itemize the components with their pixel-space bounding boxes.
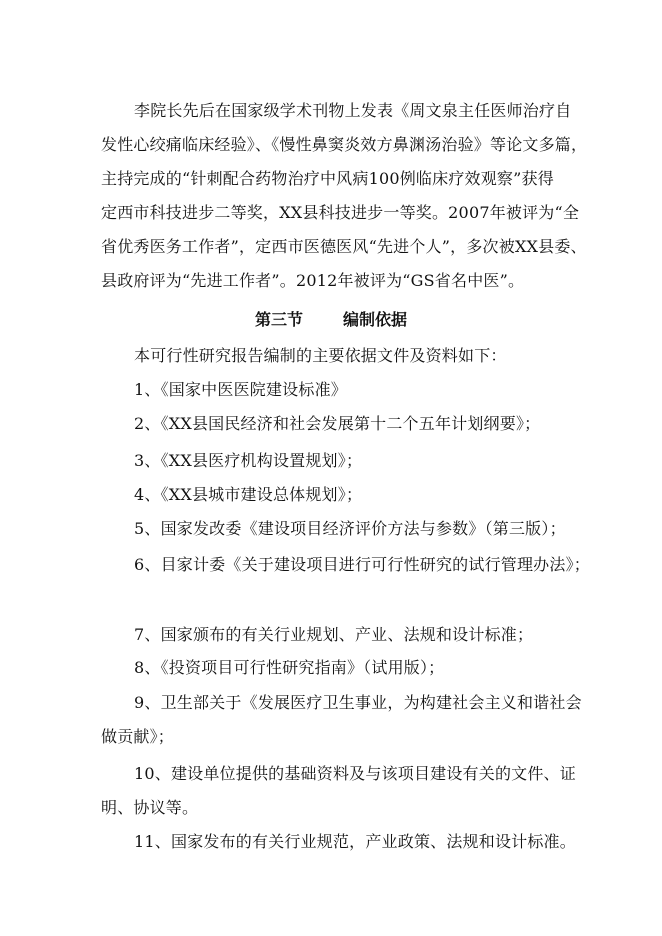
basis-item-4: 4、《XX县城市建设总体规划》； bbox=[134, 485, 363, 504]
basis-item-9: 9、卫生部关于《发展医疗卫生事业，为构建社会主义和谐社会 bbox=[134, 693, 582, 712]
basis-item-10-cont: 明、协议等。 bbox=[101, 798, 199, 817]
intro-line-2: 发性心绞痛临床经验》、《慢性鼻窦炎效方鼻渊汤治验》等论文多篇， bbox=[101, 135, 588, 154]
section-number: 第三节 bbox=[254, 310, 303, 329]
intro-line-4: 定西市科技进步二等奖，XX县科技进步一等奖。2007年被评为“全 bbox=[101, 203, 580, 222]
basis-item-1: 1、《国家中医医院建设标准》 bbox=[134, 380, 347, 399]
intro-line-5: 省优秀医务工作者”，定西市医德医风“先进个人”，多次被XX县委、 bbox=[101, 237, 587, 256]
intro-line-6: 县政府评为“先进工作者”。2012年被评为“GS省名中医”。 bbox=[101, 271, 525, 290]
basis-item-11: 11、国家发布的有关行业规范，产业政策、法规和设计标准。 bbox=[134, 832, 576, 851]
basis-item-10: 10、建设单位提供的基础资料及与该项目建设有关的文件、证 bbox=[134, 764, 576, 783]
basis-item-8: 8、《投资项目可行性研究指南》（试用版）； bbox=[134, 658, 445, 677]
basis-item-2: 2、《XX县国民经济和社会发展第十二个五年计划纲要》； bbox=[134, 414, 541, 433]
basis-item-5: 5、国家发改委《建设项目经济评价方法与参数》（第三版）； bbox=[134, 519, 566, 538]
intro-line-3: 主持完成的“针刺配合药物治疗中风病100例临床疗效观察”获得 bbox=[101, 169, 554, 188]
intro-line-1: 李院长先后在国家级学术刊物上发表《周文泉主任医师治疗自 bbox=[134, 101, 572, 120]
basis-item-7: 7、国家颁布的有关行业规划、产业、法规和设计标准； bbox=[134, 625, 534, 644]
basis-item-3: 3、《XX县医疗机构设置规划》； bbox=[134, 451, 363, 470]
section-heading bbox=[0, 310, 662, 330]
basis-intro: 本可行性研究报告编制的主要依据文件及资料如下： bbox=[134, 346, 507, 365]
basis-item-6: 6、目家计委《关于建设项目进行可行性研究的试行管理办法》； bbox=[134, 555, 590, 574]
section-title: 编制依据 bbox=[343, 310, 408, 329]
basis-item-9-cont: 做贡献》； bbox=[101, 727, 175, 746]
